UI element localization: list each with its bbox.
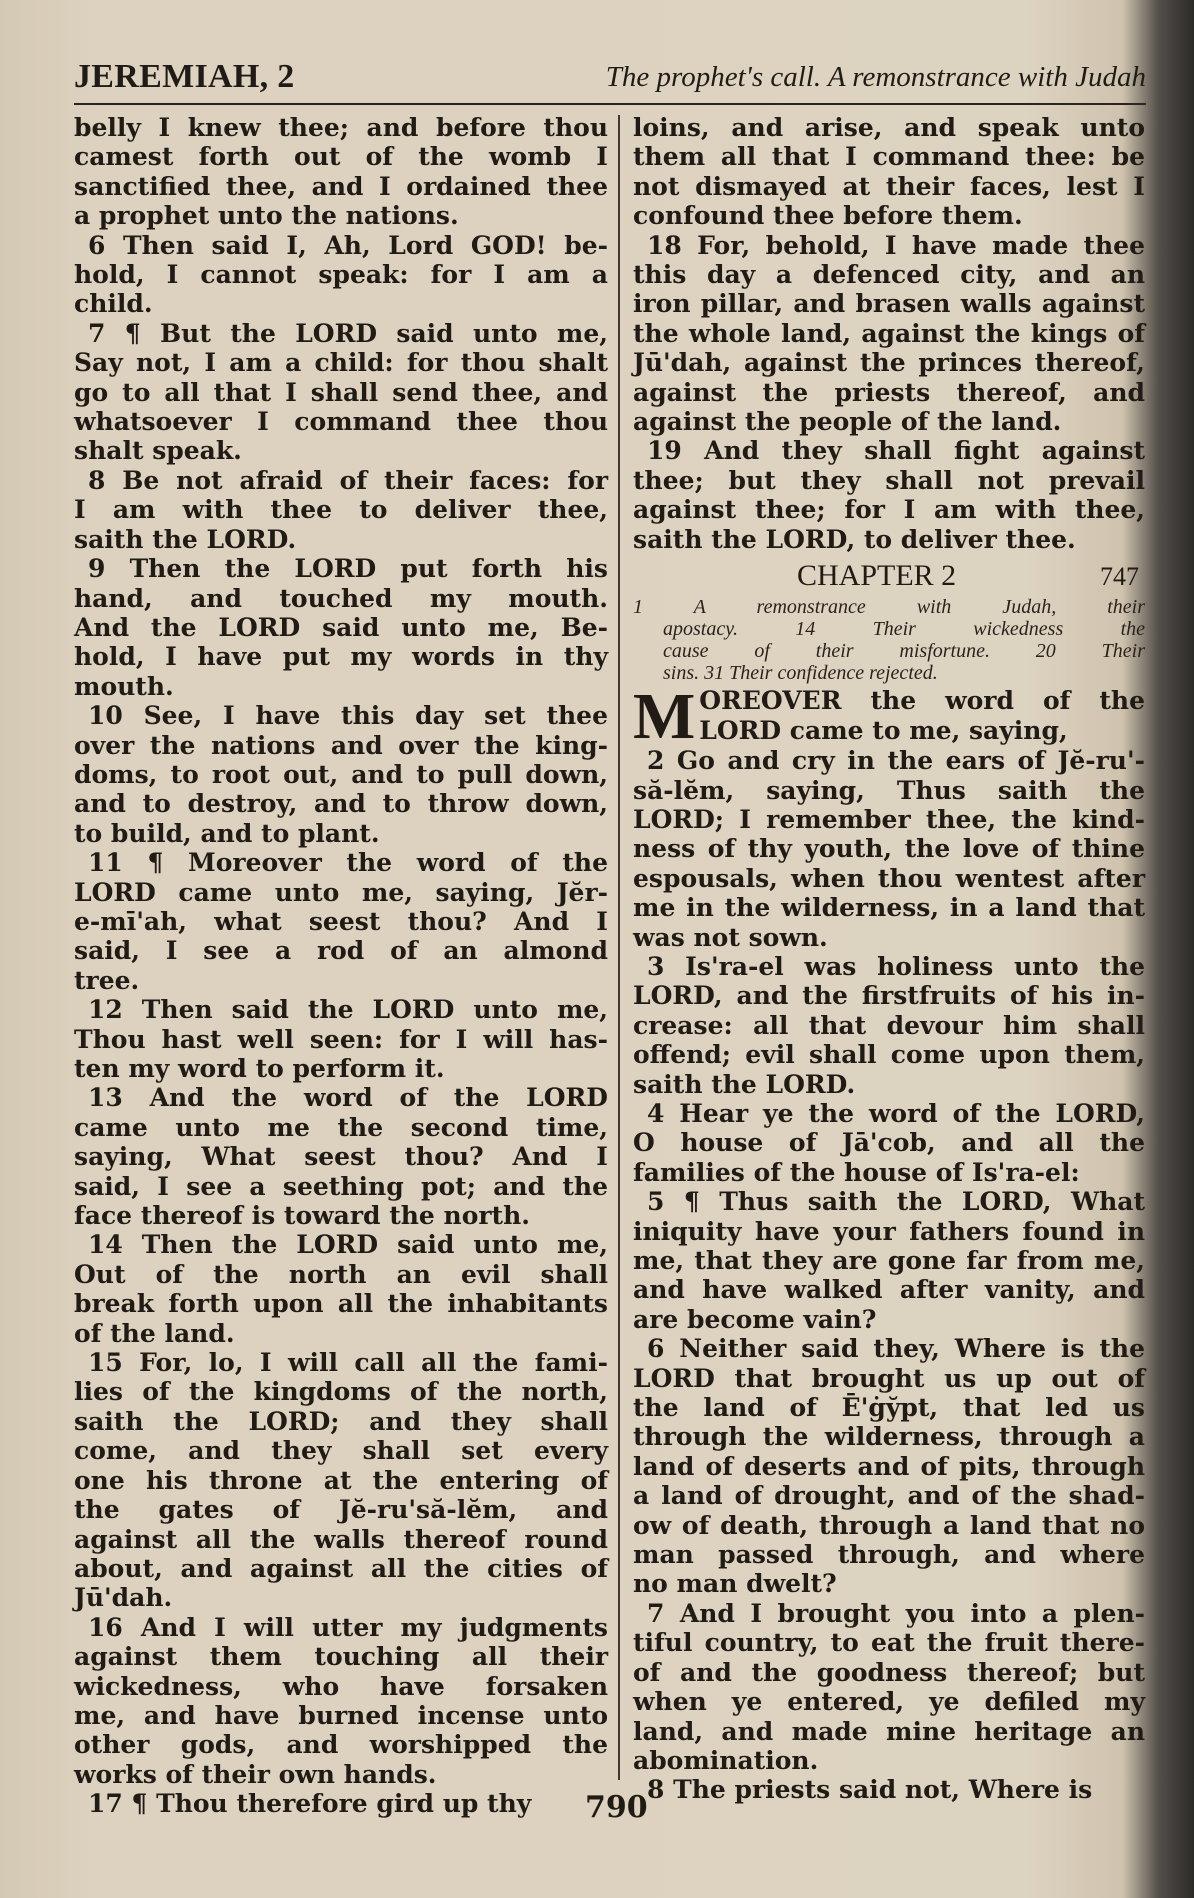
verse-line: saith the LORD. (633, 1069, 856, 1099)
verse-line: thee; but they shall not prevail (633, 465, 1145, 495)
right-column-lines-before (633, 113, 1145, 554)
verse-line: 2 Go and cry in the ears of Jĕ-ru'- (647, 746, 1145, 776)
verse-line: Out of the north an evil shall (74, 1259, 608, 1289)
verse-line: saying, What seest thou? And I (74, 1142, 608, 1172)
verse-line: works of their own hands. (74, 1759, 437, 1789)
verse-line: families of the house of Is'ra-el: (633, 1157, 1080, 1187)
verse-line: 13 And the word of the LORD (88, 1083, 608, 1113)
verse-line: land of deserts and of pits, through (633, 1451, 1145, 1481)
verse-line: ten my word to perform it. (74, 1054, 445, 1083)
chapter-summary (633, 596, 1145, 684)
verse-line: saith the LORD; and they shall (74, 1406, 608, 1436)
opening-line: LORD came to me, saying, (699, 715, 1068, 745)
verse-line: Jū'dah. (74, 1583, 173, 1613)
verse-line: LORD came unto me, saying, Jĕr- (74, 877, 608, 907)
verse-line: said, I see a seething pot; and the (74, 1171, 608, 1201)
verse-line: face thereof is toward the north. (74, 1201, 530, 1231)
verse-line: I am with thee to deliver thee, (74, 495, 608, 525)
verse-line: them all that I command thee: be (633, 142, 1145, 172)
verse-line: lies of the kingdoms of the north, (74, 1377, 608, 1407)
verse-line: Jū'dah, against the princes thereof, (633, 348, 1145, 378)
verse-line: to build, and to plant. (74, 818, 380, 848)
verse-line: 9 Then the LORD put forth his (88, 554, 608, 584)
verse-line: ow of death, through a land that no (633, 1510, 1145, 1540)
verse-line: 8 Be not afraid of their faces: for (88, 465, 608, 495)
chapter-heading (633, 557, 1145, 594)
verse-line: abomination. (633, 1745, 819, 1775)
verse-line: 16 And I will utter my judgments (88, 1612, 608, 1642)
verse-line: hold, I have put my words in thy (74, 642, 608, 672)
verse-line: e-mī'ah, what seest thou? And I (74, 906, 608, 936)
verse-line: whatsoever I command thee thou (74, 407, 608, 437)
right-column-lines-after (633, 746, 1145, 1805)
verse-line: 6 Neither said they, Where is the (647, 1334, 1145, 1364)
verse-line: 10 See, I have this day set thee (88, 701, 608, 731)
verse-line: LORD that brought us up out of (633, 1363, 1145, 1393)
verse-line: land, and made mine heritage an (633, 1716, 1145, 1746)
verse-line: are become vain? (633, 1304, 877, 1334)
verse-line: one his throne at the entering of (74, 1465, 608, 1495)
drop-capital: M (633, 680, 696, 754)
summary-line: cause of their misfortune. 20 Their (663, 640, 1145, 663)
verse-line: iniquity have your fathers found in (633, 1216, 1145, 1246)
verse-line: against the priests thereof, and (633, 377, 1145, 407)
reading-number: 747 (1100, 562, 1139, 592)
verse-line: 15 For, lo, I will call all the fami- (88, 1348, 608, 1378)
drop-capital-lines (699, 686, 1145, 745)
verse-line: said, I see a rod of an almond (74, 936, 608, 966)
column-divider (618, 115, 620, 1780)
verse-line: 6 Then said I, Ah, Lord GOD! be- (88, 230, 608, 260)
verse-line: break forth upon all the inhabitants (74, 1289, 608, 1319)
verse-line: the land of Ē'ġy̆pt, that led us (633, 1393, 1145, 1423)
summary-line: 1 A remonstrance with Judah, their (633, 596, 1145, 619)
verse-line: and have walked after vanity, and (633, 1275, 1145, 1305)
verse-line: camest forth out of the womb I (74, 142, 608, 172)
verse-line: 4 Hear ye the word of the LORD, (647, 1098, 1145, 1128)
left-column-lines (74, 113, 608, 1819)
verse-line: LORD, and the firstfruits of his in- (633, 981, 1145, 1011)
right-column (633, 113, 1145, 1805)
running-title: JEREMIAH, 2 (74, 58, 295, 95)
verse-line: belly I knew thee; and before thou (74, 113, 608, 142)
verse-line: Thou hast well seen: for I will has- (74, 1024, 608, 1054)
verse-line: 17 ¶ Thou therefore gird up thy (88, 1789, 532, 1819)
verse-line: 5 ¶ Thus saith the LORD, What (647, 1187, 1145, 1217)
chapter-opening (633, 680, 1145, 754)
verse-line: a land of drought, and of the shad- (633, 1481, 1145, 1511)
verse-line: go to all that I shall send thee, and (74, 377, 608, 407)
verse-line: să-lĕm, saying, Thus saith the (633, 775, 1145, 805)
verse-line: through the wilderness, through a (633, 1422, 1145, 1452)
verse-line: came unto me the second time, (74, 1112, 608, 1142)
verse-line: 7 And I brought you into a plen- (647, 1598, 1145, 1628)
verse-line: over the nations and over the king- (74, 730, 608, 760)
verse-line: And the LORD said unto me, Be- (74, 612, 608, 642)
verse-line: tiful country, to eat the fruit there- (633, 1628, 1145, 1658)
verse-line: hand, and touched my mouth. (74, 583, 608, 613)
verse-line: against thee; for I am with thee, (633, 495, 1145, 525)
verse-line: saith the LORD. (74, 524, 297, 554)
summary-line: sins. 31 Their confidence rejected. (663, 662, 938, 685)
verse-line: man passed through, and where (633, 1540, 1145, 1570)
verse-line: me, and have burned incense unto (74, 1700, 608, 1730)
verse-line: saith the LORD, to deliver thee. (633, 524, 1076, 554)
verse-line: the whole land, against the kings of (633, 318, 1145, 348)
verse-line: 11 ¶ Moreover the word of the (88, 848, 608, 878)
verse-line: 12 Then said the LORD unto me, (88, 995, 608, 1025)
verse-line: 19 And they shall fight against (647, 436, 1145, 466)
verse-line: Say not, I am a child: for thou shalt (74, 348, 608, 378)
verse-line: 8 The priests said not, Where is (647, 1775, 1093, 1805)
verse-line: O house of Jā'cob, and all the (633, 1128, 1145, 1158)
running-subtitle: The prophet's call. A remonstrance with Judah (605, 61, 1146, 93)
verse-line: a prophet unto the nations. (74, 201, 459, 231)
verse-line: of and the goodness thereof; but (633, 1657, 1145, 1687)
verse-line: not dismayed at their faces, lest I (633, 171, 1145, 201)
verse-line: 14 Then the LORD said unto me, (88, 1230, 608, 1260)
verse-line: me in the wilderness, in a land that (633, 893, 1145, 923)
verse-line: this day a defenced city, and an (633, 260, 1145, 290)
verse-line: shalt speak. (74, 436, 242, 466)
verse-line: hold, I cannot speak: for I am a (74, 260, 608, 290)
verse-line: LORD; I remember thee, the kind- (633, 804, 1145, 834)
chapter-title: CHAPTER 2 (797, 559, 957, 593)
verse-line: about, and against all the cities of (74, 1553, 608, 1583)
verse-line: wickedness, who have forsaken (74, 1671, 608, 1701)
verse-line: me, that they are gone far from me, (633, 1246, 1145, 1275)
verse-line: come, and they shall set every (74, 1436, 608, 1466)
verse-line: sanctified thee, and I ordained thee (74, 171, 608, 201)
opening-line: OREOVER the word of the (699, 686, 1145, 716)
verse-line: of the land. (74, 1318, 235, 1348)
verse-line: child. (74, 289, 153, 319)
verse-line: mouth. (74, 671, 174, 701)
verse-line: was not sown. (633, 922, 828, 952)
verse-line: against the people of the land. (633, 407, 1062, 437)
page-number: 790 (585, 1790, 648, 1825)
verse-line: 7 ¶ But the LORD said unto me, (88, 318, 608, 348)
verse-line: 3 Is'ra-el was holiness unto the (647, 951, 1145, 981)
verse-line: other gods, and worshipped the (74, 1730, 608, 1760)
verse-line: confound thee before them. (633, 201, 1023, 231)
verse-line: against them touching all their (74, 1642, 608, 1672)
verse-line: the gates of Jĕ-ru'să-lĕm, and (74, 1495, 608, 1525)
verse-line: against all the walls thereof round (74, 1524, 608, 1554)
verse-line: iron pillar, and brasen walls against (633, 289, 1145, 319)
verse-line: 18 For, behold, I have made thee (647, 230, 1145, 260)
verse-line: offend; evil shall come upon them, (633, 1040, 1145, 1070)
verse-line: crease: all that devour him shall (633, 1010, 1145, 1040)
page-header (74, 55, 1146, 105)
verse-line: when ye entered, ye defiled my (633, 1687, 1145, 1717)
verse-line: ness of thy youth, the love of thine (633, 834, 1145, 864)
verse-line: no man dwelt? (633, 1569, 837, 1599)
summary-line: apostacy. 14 Their wickedness the (663, 618, 1145, 641)
verse-line: and to destroy, and to throw down, (74, 789, 608, 819)
left-column (74, 113, 608, 1819)
verse-line: espousals, when thou wentest after (633, 863, 1145, 893)
verse-line: tree. (74, 965, 140, 995)
verse-line: doms, to root out, and to pull down, (74, 759, 608, 789)
verse-line: loins, and arise, and speak unto (633, 113, 1145, 142)
